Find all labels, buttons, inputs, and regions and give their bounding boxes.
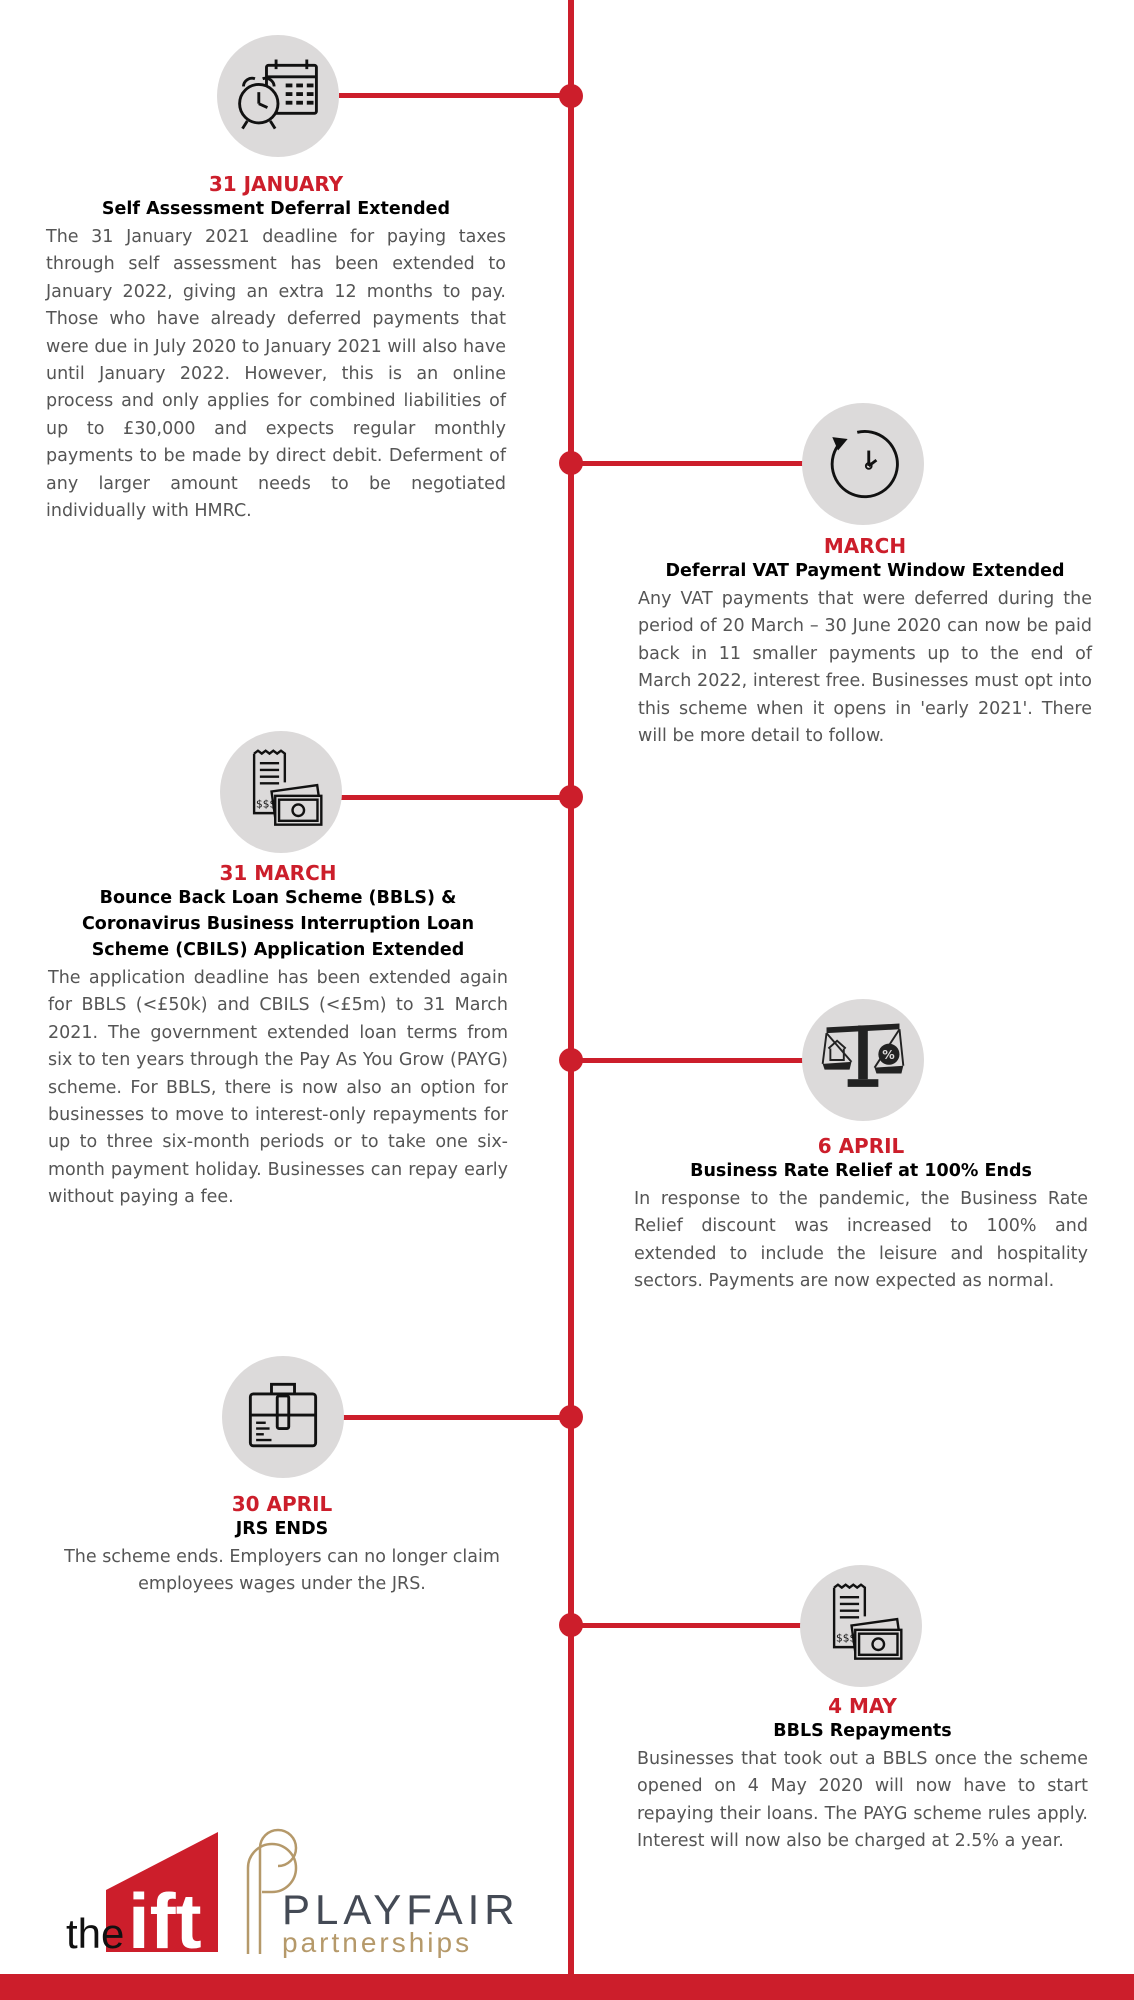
receipt-money-icon <box>813 1578 909 1674</box>
connector-mar31 <box>340 795 571 800</box>
entry-date: 31 JANUARY <box>208 172 344 196</box>
entry-body: The scheme ends. Employers can no longer claim employees wages under the JRS. <box>64 1547 500 1595</box>
receipt-money-icon <box>233 744 329 840</box>
entry-date: 31 MARCH <box>219 861 337 885</box>
ift-logo-the: the <box>66 1910 125 1956</box>
entry-body: The 31 January 2021 deadline for paying taxes through self assessment has been extended to January 2022, giving an extra 12 months to pay. Those who have already deferred payments that were due in July 2020 to January 2021 will also have until January 2022. However, this is an online process and only applies for combined liabilities of up to £30,000 and expects regular monthly payments to be made by direct debit. Deferment of any larger amount needs to be negotiated individually with HMRC. <box>46 227 506 522</box>
entry-title: BBLS Repayments <box>773 1721 952 1741</box>
entry-date: 30 APRIL <box>231 1492 333 1516</box>
timeline-entry-mar <box>638 534 1092 750</box>
timeline-entry-mar31 <box>48 861 508 1212</box>
timeline-dot-mar <box>559 451 583 475</box>
playfair-logo-name: PLAYFAIR <box>282 1886 520 1933</box>
timeline-entry-jan <box>46 172 506 525</box>
icon-circle-jan <box>217 35 339 157</box>
entry-body: In response to the pandemic, the Business Rate Relief discount was increased to 100% and extended to include the leisure and hospitality sectors. Payments are now expected as normal. <box>634 1189 1088 1292</box>
icon-circle-mar31 <box>220 731 342 853</box>
timeline-entry-apr6 <box>634 1134 1088 1296</box>
ift-logo-ift: ift <box>128 1877 202 1956</box>
clock-icon <box>815 416 911 512</box>
entry-date: 6 APRIL <box>817 1134 905 1158</box>
briefcase-icon <box>235 1369 331 1465</box>
entry-title: Self Assessment Deferral Extended <box>101 199 451 219</box>
timeline-entry-apr30 <box>62 1492 502 1599</box>
entry-body: Businesses that took out a BBLS once the scheme opened on 4 May 2020 will now have to start repaying their loans. The PAYG scheme rules apply. Interest will now also be charged at 2.5% a year. <box>637 1749 1088 1852</box>
entry-date: MARCH <box>823 534 907 558</box>
icon-circle-mar <box>802 403 924 525</box>
connector-apr6 <box>571 1058 805 1063</box>
ift-logo <box>66 1830 226 1956</box>
alarm-calendar-icon <box>230 48 326 144</box>
timeline-dot-apr30 <box>559 1405 583 1429</box>
scales-icon <box>815 1012 911 1108</box>
playfair-logo <box>240 1828 540 1958</box>
entry-body: Any VAT payments that were deferred during the period of 20 March – 30 June 2020 can now be paid back in 11 smaller payments up to the end of March 2022, interest free. Businesses must opt into this scheme when it opens in 'early 2021'. There will be more detail to follow. <box>638 589 1092 747</box>
footer-bar <box>0 1974 1134 2000</box>
entry-title-line-1: Bounce Back Loan Scheme (BBLS) & <box>99 888 457 908</box>
entry-title: JRS ENDS <box>235 1519 329 1539</box>
icon-circle-apr6 <box>802 999 924 1121</box>
timeline-spine <box>568 0 574 1975</box>
entry-title-line-3: Scheme (CBILS) Application Extended <box>91 940 465 960</box>
icon-circle-may <box>800 1565 922 1687</box>
timeline-dot-mar31 <box>559 785 583 809</box>
playfair-logo-sub: partnerships <box>282 1927 473 1958</box>
svg-text:%: % <box>882 1047 895 1063</box>
timeline-dot-may <box>559 1613 583 1637</box>
entry-title: Business Rate Relief at 100% Ends <box>690 1161 1032 1181</box>
entry-body: The application deadline has been extended again for BBLS (<£50k) and CBILS (<£5m) to 31 March 2021. The government extended loan terms from six to ten years through the Pay As You Grow (PAYG) scheme. For BBLS, there is now also an option for businesses to move to interest-only repayments for up to three six-month periods or to take one six-month payment holiday. Businesses can repay early without paying a fee. <box>48 968 508 1208</box>
icon-circle-apr30 <box>222 1356 344 1478</box>
entry-title-line-2: Coronavirus Business Interruption Loan <box>81 914 475 934</box>
connector-mar <box>571 461 805 466</box>
connector-jan <box>339 93 571 98</box>
svg-text:$$$: $$$ <box>836 1632 857 1645</box>
timeline-dot-apr6 <box>559 1048 583 1072</box>
connector-apr30 <box>340 1415 571 1420</box>
timeline-dot-jan <box>559 84 583 108</box>
timeline-entry-may <box>637 1694 1088 1856</box>
entry-title: Deferral VAT Payment Window Extended <box>665 561 1065 581</box>
entry-date: 4 MAY <box>828 1694 897 1718</box>
connector-may <box>571 1623 803 1628</box>
svg-text:$$$: $$$ <box>256 798 277 811</box>
